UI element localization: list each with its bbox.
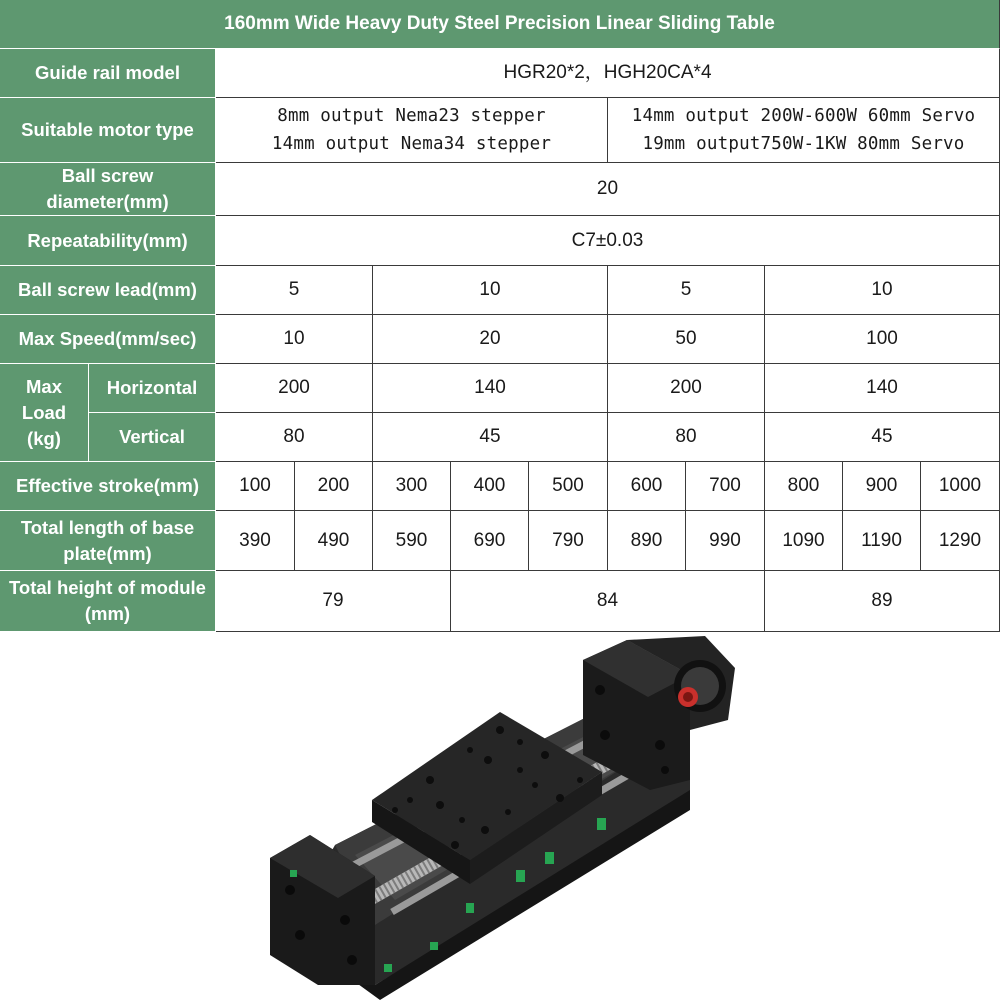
lead-value: 5: [216, 266, 373, 315]
stroke-value: 300: [373, 462, 451, 511]
table-title: 160mm Wide Heavy Duty Steel Precision Linear Sliding Table: [0, 0, 1000, 49]
base-length-value: 1190: [843, 511, 921, 571]
lead-value: 10: [373, 266, 608, 315]
stroke-value: 400: [451, 462, 529, 511]
stroke-value: 500: [529, 462, 608, 511]
lead-value: 10: [765, 266, 1000, 315]
stroke-value: 1000: [921, 462, 1000, 511]
base-length-value: 490: [295, 511, 373, 571]
motor-type-stepper: [216, 98, 608, 163]
repeatability-value: C7±0.03: [216, 216, 1000, 266]
height-value: 89: [765, 571, 1000, 632]
motor-stepper-line-2: 14mm output Nema34 stepper: [271, 134, 552, 154]
base-length-value: 1090: [765, 511, 843, 571]
guide-rail-value: HGR20*2，HGH20CA*4: [216, 49, 1000, 98]
motor-servo-line-2: 19mm output750W-1KW 80mm Servo: [642, 134, 965, 154]
load-horizontal-value: 140: [373, 364, 608, 413]
ball-diameter-label: Ball screw diameter(mm): [0, 163, 216, 216]
stroke-label: Effective stroke(mm): [0, 462, 216, 511]
speed-label: Max Speed(mm/sec): [0, 315, 216, 364]
load-horizontal-value: 140: [765, 364, 1000, 413]
load-vertical-label: Vertical: [89, 413, 216, 462]
load-vertical-value: 45: [373, 413, 608, 462]
base-length-label: Total length of base plate(mm): [0, 511, 216, 571]
max-load-label: Max Load (kg): [0, 364, 89, 462]
stroke-value: 800: [765, 462, 843, 511]
motor-servo-line-1: 14mm output 200W-600W 60mm Servo: [631, 106, 976, 126]
load-vertical-value: 45: [765, 413, 1000, 462]
motor-type-label: Suitable motor type: [0, 98, 216, 163]
motor-stepper-line-1: 8mm output Nema23 stepper: [277, 106, 546, 126]
height-value: 79: [216, 571, 451, 632]
stroke-value: 700: [686, 462, 765, 511]
lead-value: 5: [608, 266, 765, 315]
speed-value: 20: [373, 315, 608, 364]
speed-value: 100: [765, 315, 1000, 364]
base-length-value: 590: [373, 511, 451, 571]
motor-type-servo: [608, 98, 1000, 163]
guide-rail-label: Guide rail model: [0, 49, 216, 98]
load-horizontal-value: 200: [608, 364, 765, 413]
stroke-value: 900: [843, 462, 921, 511]
repeatability-label: Repeatability(mm): [0, 216, 216, 266]
stroke-value: 200: [295, 462, 373, 511]
base-length-value: 690: [451, 511, 529, 571]
speed-value: 10: [216, 315, 373, 364]
height-value: 84: [451, 571, 765, 632]
base-length-value: 1290: [921, 511, 1000, 571]
base-length-value: 390: [216, 511, 295, 571]
base-length-value: 790: [529, 511, 608, 571]
base-length-value: 890: [608, 511, 686, 571]
stroke-value: 100: [216, 462, 295, 511]
height-label: Total height of module (mm): [0, 571, 216, 632]
ball-diameter-value: 20: [216, 163, 1000, 216]
lead-label: Ball screw lead(mm): [0, 266, 216, 315]
linear-slide-module-image: [250, 636, 750, 1000]
load-vertical-value: 80: [608, 413, 765, 462]
load-vertical-value: 80: [216, 413, 373, 462]
speed-value: 50: [608, 315, 765, 364]
load-horizontal-value: 200: [216, 364, 373, 413]
stroke-value: 600: [608, 462, 686, 511]
base-length-value: 990: [686, 511, 765, 571]
load-horizontal-label: Horizontal: [89, 364, 216, 413]
